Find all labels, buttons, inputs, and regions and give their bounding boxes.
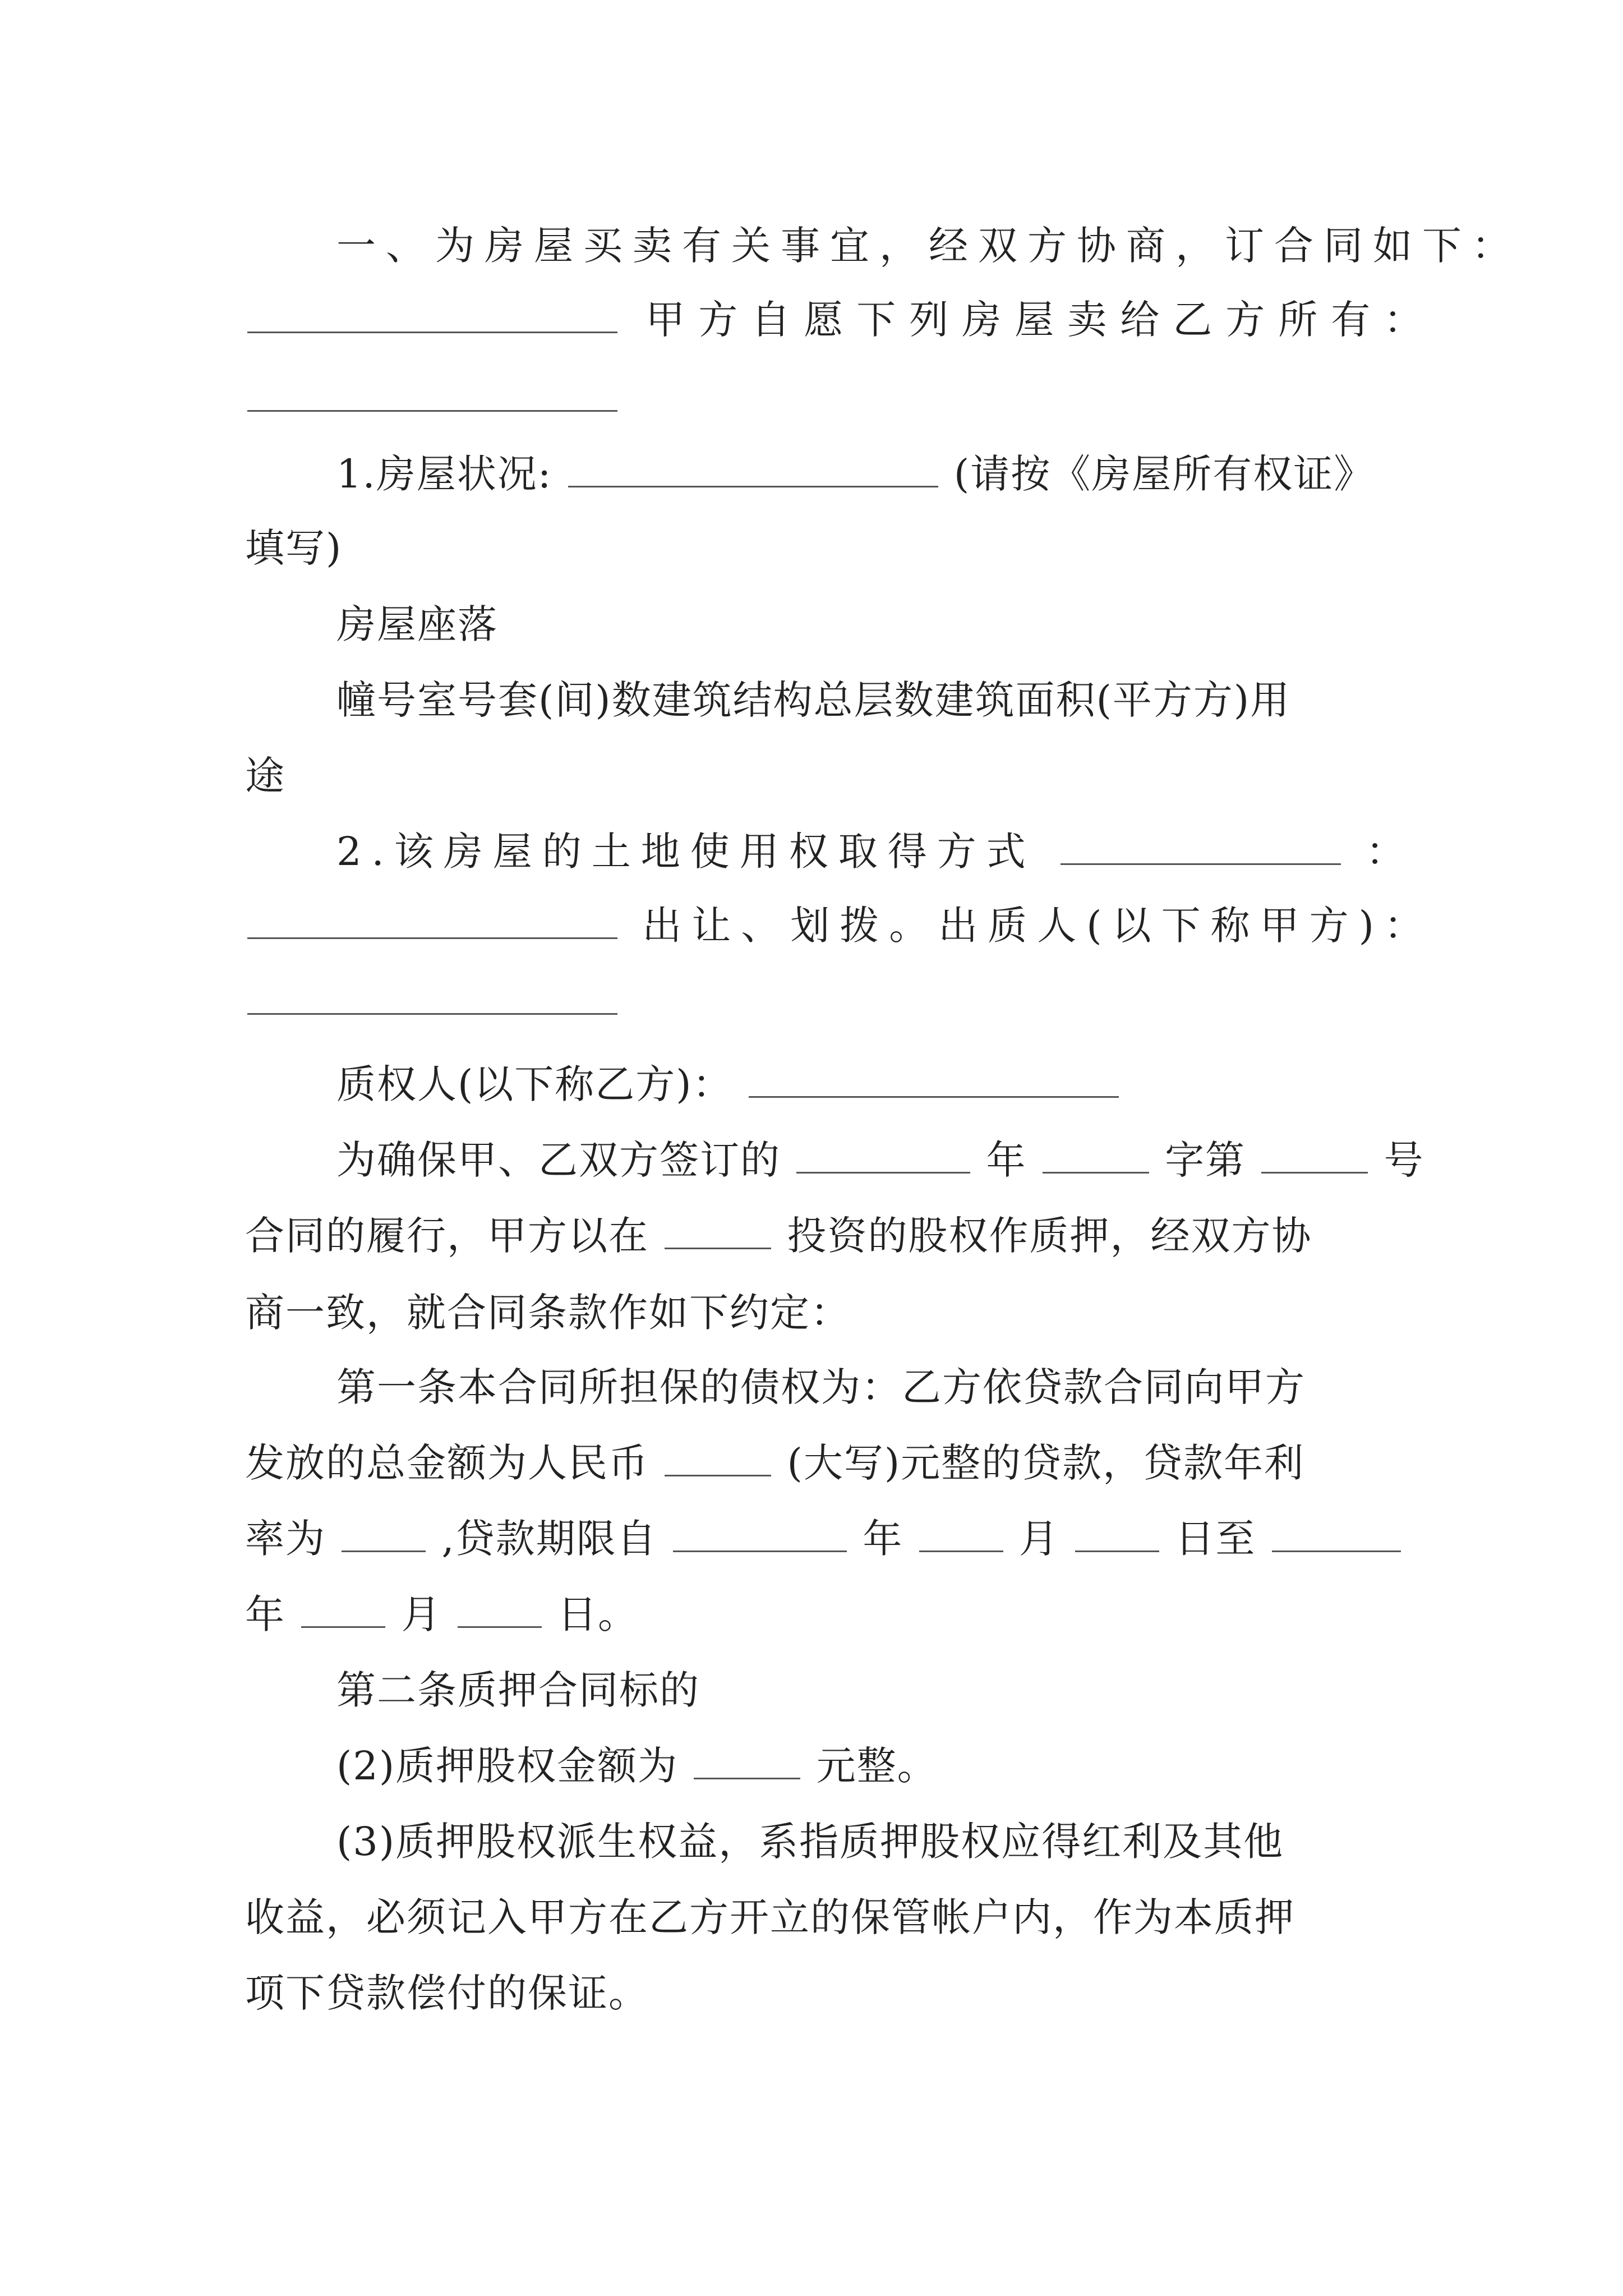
- text-run: 号: [1384, 1137, 1424, 1183]
- text-run: 房屋座落: [336, 601, 498, 647]
- text-run: 日。: [557, 1591, 639, 1637]
- fill-blank[interactable]: [1075, 1517, 1159, 1552]
- text-run: 途: [245, 753, 285, 799]
- fill-blank[interactable]: [749, 1062, 1119, 1098]
- fill-blank[interactable]: [342, 1517, 426, 1552]
- pledgee-line: [336, 1053, 1121, 1115]
- derived-rights-line: [336, 1811, 1284, 1872]
- text-run: 年: [863, 1516, 903, 1562]
- blank-line: [245, 367, 620, 429]
- house-fields-line: [336, 669, 1290, 731]
- fill-blank[interactable]: [665, 1214, 771, 1249]
- text-run: 1.房屋状况:: [336, 451, 552, 497]
- fill-blank[interactable]: [665, 1441, 771, 1476]
- text-run: (大写)元整的贷款，贷款年利: [787, 1440, 1305, 1486]
- pledgor-line: [245, 895, 1433, 956]
- blank-line: [245, 970, 620, 1032]
- text-run: 合同的履行，甲方以在: [245, 1213, 649, 1259]
- contract-ref-line: [336, 1129, 1424, 1191]
- house-status-line: [336, 443, 1374, 505]
- text-run: 第一条本合同所担保的债权为：乙方依贷款合同向甲方: [336, 1364, 1306, 1410]
- fill-blank[interactable]: [796, 1138, 970, 1174]
- seller-consent-line: [245, 289, 1436, 351]
- fill-blank[interactable]: [1261, 1138, 1368, 1174]
- text-run: 项下贷款偿付的保证。: [245, 1970, 649, 2016]
- text-run: 率为: [245, 1516, 326, 1562]
- paragraph-line: [245, 1205, 1312, 1267]
- text-run: 第二条质押合同标的: [336, 1667, 700, 1713]
- loan-term-line: [245, 1508, 1403, 1570]
- text-run: 商一致，就合同条款作如下约定：: [245, 1290, 851, 1336]
- text-run: 质权人(以下称乙方)：: [336, 1061, 733, 1107]
- paragraph-line: [245, 517, 342, 579]
- fill-blank[interactable]: [919, 1517, 1003, 1552]
- text-run: 2.该房屋的土地使用权取得方式: [336, 829, 1036, 875]
- text-run: 甲方自愿下列房屋卖给乙方所有：: [645, 297, 1437, 343]
- text-run: 收益，必须记入甲方在乙方开立的保管帐户内，作为本质押: [245, 1894, 1295, 1940]
- fill-blank[interactable]: [568, 452, 938, 487]
- fill-blank[interactable]: [247, 298, 617, 333]
- text-run: (请按《房屋所有权证》: [953, 451, 1375, 497]
- article-one-line: [336, 1356, 1306, 1418]
- text-run: 发放的总金额为人民币: [245, 1440, 649, 1486]
- text-run: 元整。: [816, 1743, 938, 1789]
- paragraph-line: [245, 1282, 851, 1343]
- text-run: ：: [1366, 829, 1415, 875]
- text-run: 月: [401, 1591, 442, 1637]
- article-two-line: [336, 1659, 700, 1721]
- fill-blank[interactable]: [301, 1593, 385, 1628]
- text-run: 一、为房屋买卖有关事宜，经双方协商，订合同如下：: [336, 223, 1521, 269]
- text-run: 出让、划拨。出质人(以下称甲方)：: [642, 903, 1433, 949]
- fill-blank[interactable]: [1061, 830, 1341, 865]
- house-location-line: [336, 593, 498, 655]
- fill-blank[interactable]: [247, 376, 617, 412]
- text-run: (2)质押股权金额为: [336, 1743, 679, 1789]
- text-run: 投资的股权作质押，经双方协: [787, 1213, 1312, 1259]
- paragraph-line: [245, 1962, 649, 2024]
- text-run: 为确保甲、乙双方签订的: [336, 1137, 781, 1183]
- fill-blank[interactable]: [247, 979, 617, 1015]
- text-run: ,贷款期限自: [441, 1516, 657, 1562]
- fill-blank[interactable]: [1272, 1517, 1401, 1552]
- fill-blank[interactable]: [247, 904, 617, 939]
- pledge-amount-line: [336, 1735, 938, 1797]
- text-run: 填写): [245, 525, 343, 571]
- paragraph-line: [245, 1887, 1295, 1948]
- fill-blank[interactable]: [673, 1517, 847, 1552]
- text-run: 年: [986, 1137, 1027, 1183]
- paragraph-line: [245, 1432, 1304, 1494]
- text-run: 幢号室号套(间)数建筑结构总层数建筑面积(平方方)用: [336, 677, 1291, 723]
- text-run: 年: [245, 1591, 285, 1637]
- text-run: (3)质押股权派生权益，系指质押股权应得红利及其他: [336, 1819, 1284, 1865]
- text-run: 月: [1018, 1516, 1059, 1562]
- paragraph-line: [245, 745, 285, 807]
- contract-intro-line: [336, 215, 1521, 277]
- text-run: 字第: [1165, 1137, 1246, 1183]
- text-run: 日至: [1175, 1516, 1256, 1562]
- paragraph-line: [245, 1584, 638, 1645]
- fill-blank[interactable]: [694, 1744, 800, 1779]
- fill-blank[interactable]: [458, 1593, 542, 1628]
- land-use-right-line: [336, 821, 1415, 882]
- fill-blank[interactable]: [1043, 1138, 1149, 1174]
